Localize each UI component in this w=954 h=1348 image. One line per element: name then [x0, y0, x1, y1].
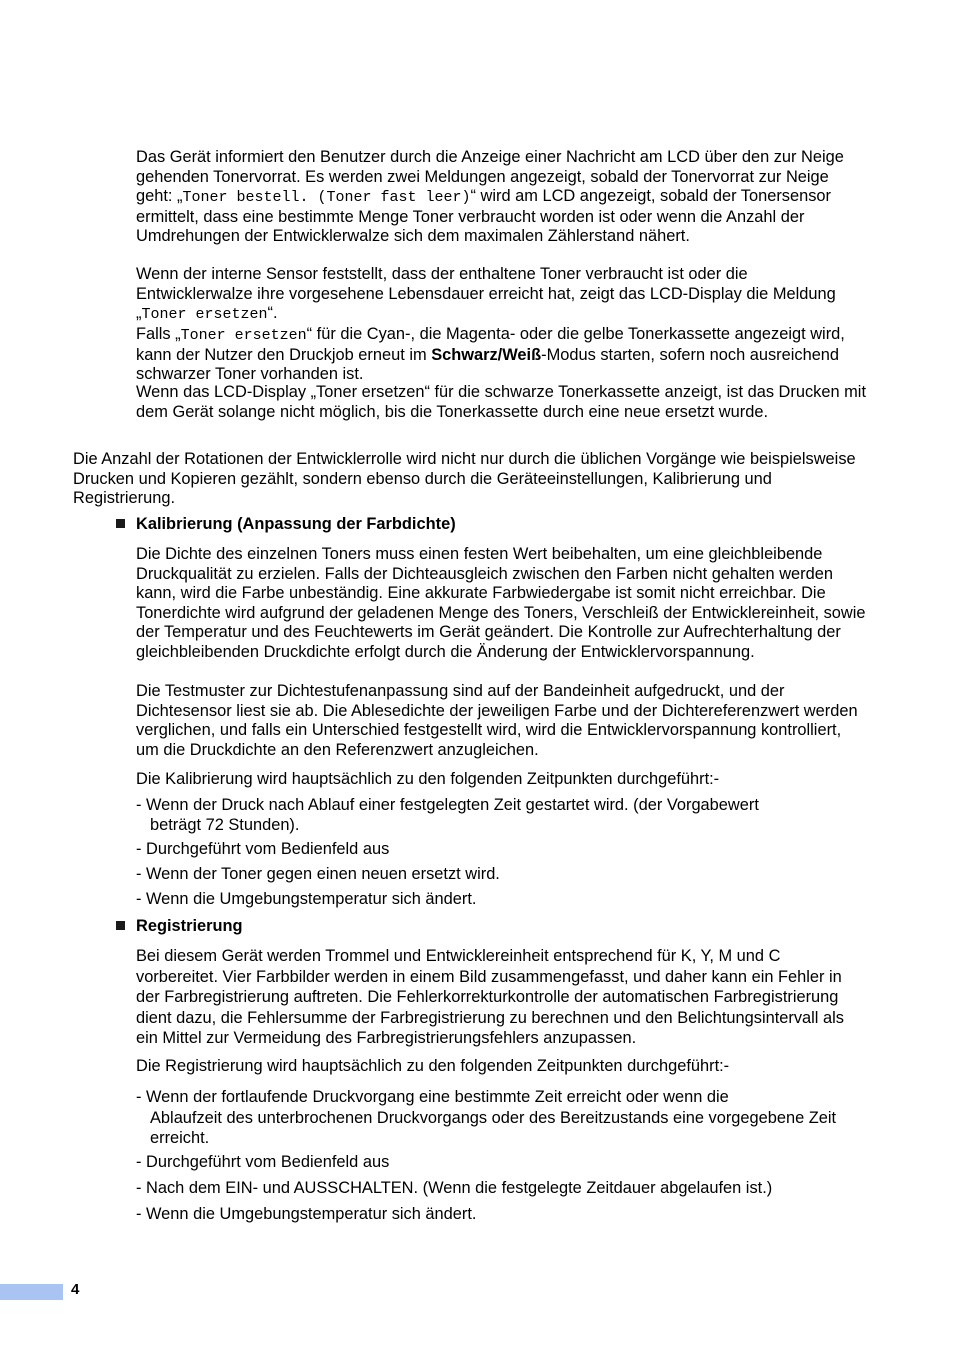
registration-list-item: - Wenn die Umgebungstemperatur sich ändert. — [136, 1205, 477, 1223]
registration-paragraph-1: Bei diesem Gerät werden Trommel und Entwicklereinheit entsprechend für K, Y, M und C vorbereitet. Vier Farbbilder werden in einem Bild zusammengefasst, und daher kann ein Fehler in der Farbregistrierung auftreten. Die Fehlerkorrekturkontrolle der automatischen Farbregistrierung dient dazu, die Fehlersumme der Farbregistrierung zu berechnen und den Belichtungsintervall als ein Mittel zur Vermeidung des Farbregistrierungsfehlers anzupassen. — [136, 947, 844, 1047]
intro-text: “ für die Cyan-, die Magenta- oder die gelbe Tonerkassette angezeigt wird, kann der Nutzer den Druckjob erneut im — [136, 325, 845, 364]
registration-when: Die Registrierung wird hauptsächlich zu den folgenden Zeitpunkten durchgeführt:- — [136, 1057, 730, 1075]
intro-paragraph-4: Wenn das LCD-Display „Toner ersetzen“ für die schwarze Tonerkassette anzeigt, ist das Drucken mit dem Gerät solange nicht möglich, bis die Tonerkassette durch eine neue ersetzt wurde. — [136, 383, 866, 421]
lcd-message: Toner ersetzen — [180, 327, 307, 344]
intro-paragraph-2 — [136, 265, 866, 325]
calibration-heading-text: Kalibrierung (Anpassung der Farbdichte) — [136, 515, 456, 533]
intro-text: Das Gerät informiert den Benutzer durch die Anzeige einer Nachricht am LCD über den zur Neige gehenden Tonervorrat. Es werden zwei Meldungen angezeigt, sobald der Tonervorrat zur Neige geht: „ — [136, 148, 844, 206]
square-bullet-icon — [116, 921, 125, 930]
page-number: 4 — [71, 1281, 80, 1298]
intro-paragraph-3 — [136, 325, 866, 385]
calibration-list-item: - Durchgeführt vom Bedienfeld aus — [136, 840, 390, 858]
mode-name: Schwarz/Weiß — [431, 345, 542, 364]
intro-text: Wenn der interne Sensor feststellt, dass der enthaltene Toner verbraucht ist oder die Entwicklerwalze ihre vorgesehene Lebensdauer erreicht hat, zeigt das LCD-Display die Meldung „ — [136, 265, 836, 323]
lcd-message: Toner bestell. (Toner fast leer) — [182, 189, 471, 207]
registration-list-item: - Durchgeführt vom Bedienfeld aus — [136, 1153, 390, 1171]
calibration-when: Die Kalibrierung wird hauptsächlich zu den folgenden Zeitpunkten durchgeführt:- — [136, 770, 720, 788]
registration-list-item: - Wenn der fortlaufende Druckvorgang eine bestimmte Zeit erreicht oder wenn die Ablaufzeit des unterbrochenen Druckvorgangs oder des Bereitzustands eine vorgegebene Zeit erreicht. — [136, 1088, 837, 1147]
registration-heading-text: Registrierung — [136, 917, 243, 935]
calibration-paragraph-1: Die Dichte des einzelnen Toners muss einen festen Wert beibehalten, um eine gleichbleibende Druckqualität zu erzielen. Falls der Dichteausgleich zwischen den Farben nicht gehalten werden kann, wird die Farbe unbeständig. Eine akkurate Farbwiedergabe ist somit nicht erreichbar. Die Tonerdichte wird aufgrund der geladenen Menge des Toners, Verschleiß der Entwicklereinheit, sowie der Temperatur und des Feuchtewerts im Gerät geändert. Die Kontrolle zur Aufrechterhaltung der gleichbleibenden Druckdichte erfolgt durch die Änderung der Entwicklervorspannung. — [136, 545, 866, 661]
lcd-message: Toner ersetzen — [141, 306, 268, 324]
registration-heading — [116, 917, 243, 937]
intro-text: Falls „ — [136, 325, 181, 343]
square-bullet-icon — [116, 519, 125, 528]
calibration-list-item: - Wenn der Druck nach Ablauf einer festgelegten Zeit gestartet wird. (der Vorgabewert beträgt 72 Stunden). — [136, 796, 759, 834]
rotation-paragraph: Die Anzahl der Rotationen der Entwicklerrolle wird nicht nur durch die üblichen Vorgänge wie beispielsweise Drucken und Kopieren gezählt, sondern ebenso durch die Geräteeinstellungen, Kalibrierung und Registrierung. — [73, 450, 856, 508]
registration-list-item: - Nach dem EIN- und AUSSCHALTEN. (Wenn die festgelegte Zeitdauer abgelaufen ist.) — [136, 1179, 773, 1197]
calibration-list-item: - Wenn die Umgebungstemperatur sich ändert. — [136, 890, 477, 908]
intro-text: -Modus starten, sofern noch ausreichend schwarzer Toner vorhanden ist. — [136, 345, 840, 384]
calibration-paragraph-2: Die Testmuster zur Dichtestufenanpassung sind auf der Bandeinheit aufgedruckt, und der Dichtesensor liest sie ab. Die Ablesedichte der jeweiligen Farbe und der Dichtereferenzwert werden verglichen, und falls ein Unterschied festgestellt wird, wird die Entwicklervorspannung kontrolliert, um die Druckdichte an den Referenzwert anzugleichen. — [136, 682, 858, 759]
intro-text: “. — [267, 304, 278, 323]
calibration-heading — [116, 515, 456, 535]
intro-paragraph-1 — [136, 148, 866, 247]
intro-text: “ wird am LCD angezeigt, sobald der Tonersensor ermittelt, dass eine bestimmte Menge Toner verbraucht worden ist oder wenn die Anzahl der Umdrehungen der Entwicklerwalze sich dem maximalen Zählerstand nähert. — [136, 187, 831, 246]
calibration-list-item: - Wenn der Toner gegen einen neuen ersetzt wird. — [136, 865, 500, 883]
page-tab-bar — [0, 1284, 63, 1300]
